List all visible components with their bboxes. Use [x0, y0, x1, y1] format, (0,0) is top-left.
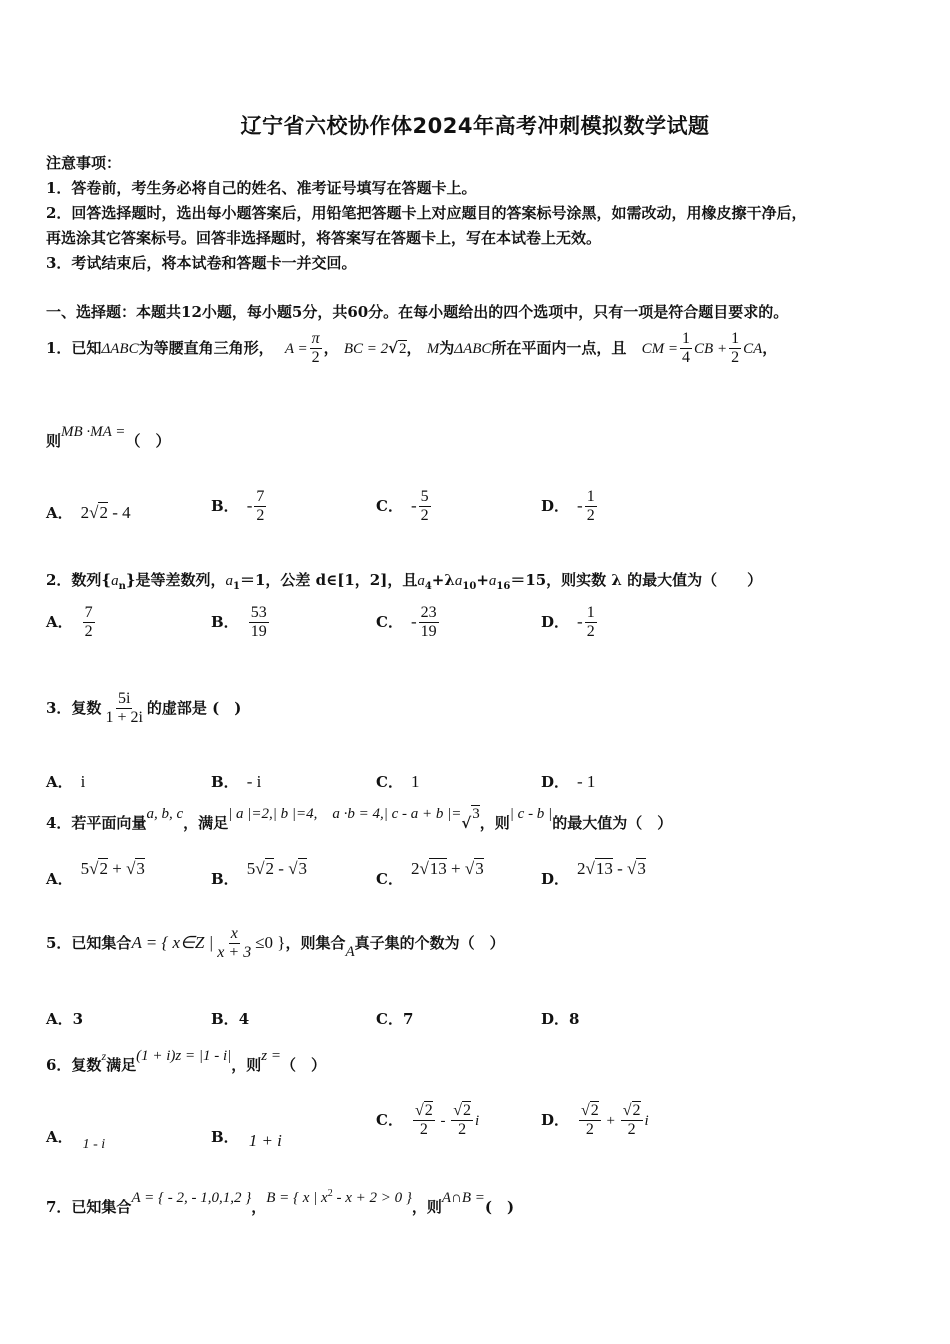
- option-fraction: [419, 488, 431, 526]
- q2-text: ＝15，则实数 λ 的最大值为（ ）: [510, 571, 763, 589]
- q7-set-a: A = { - 2, - 1,0,1,2 }: [131, 1190, 252, 1206]
- fraction-numerator: 1: [585, 488, 597, 507]
- fraction-numerator: 7: [254, 488, 266, 507]
- fraction-numerator: √2: [621, 1102, 643, 1121]
- option-value: 3: [72, 1010, 84, 1028]
- note-item: 再选涂其它答案标号。回答非选择题时，将答案写在答题卡上，写在本试卷上无效。: [46, 229, 602, 247]
- option-label: C．: [376, 1110, 403, 1129]
- q3-option-b[interactable]: [211, 771, 261, 792]
- q6-option-d[interactable]: [541, 1102, 649, 1140]
- q5-set: ≤0 }: [255, 932, 286, 952]
- option-value: 2√13 + √3: [410, 859, 484, 878]
- option-value: 2√13 - √3: [577, 859, 646, 878]
- question-1: 1．已知ΔABC为等腰直角三角形， A = $\frac{\pi}{2}$ ， BC = 2√2， M为ΔABC所在平面内一点，且 CM = $\frac{1}{4}$ CB + $\frac{1}{2}$ CA，: [46, 330, 778, 367]
- option-imag: i: [644, 1112, 649, 1129]
- note-item: 3．考试结束后，将本试卷和答题卡一并交回。: [46, 254, 357, 272]
- q1-option-a[interactable]: [46, 502, 131, 523]
- q3-text: 的虚部是 ( ): [146, 698, 242, 717]
- q1-text: 所在平面内一点，且: [491, 338, 627, 357]
- q1-angle-fraction: [310, 330, 322, 368]
- fraction-denominator: 2: [256, 507, 265, 525]
- fraction-denominator: 2: [586, 507, 595, 525]
- q5-option-a[interactable]: [46, 1008, 83, 1029]
- q6-expression: z =: [261, 1048, 282, 1064]
- option-value: 8: [569, 1010, 580, 1028]
- fraction-denominator: 19: [420, 623, 437, 641]
- option-op: -: [612, 859, 628, 878]
- q2-text: }是等差数列，: [125, 571, 226, 589]
- option-sign: -: [410, 495, 417, 515]
- option-fraction: [585, 604, 597, 642]
- fraction-denominator: 4: [682, 349, 691, 367]
- fraction-numerator: 53: [249, 604, 269, 623]
- q1-vector-eq: CM =: [641, 340, 679, 357]
- q3-text: 3．复数: [46, 698, 102, 717]
- q2-text: +: [476, 571, 489, 589]
- fraction-denominator: 2: [586, 623, 595, 641]
- q2-term: a: [225, 573, 234, 589]
- option-root: 3: [475, 859, 484, 878]
- option-sign: -: [246, 495, 253, 515]
- q2-option-b[interactable]: [211, 604, 271, 642]
- question-2: [46, 569, 762, 592]
- option-fraction: [83, 604, 95, 642]
- option-label: B．: [211, 1010, 239, 1028]
- q4-expression: | c - b |: [509, 806, 553, 822]
- option-root: 2: [590, 1102, 599, 1119]
- question-5: [46, 925, 505, 963]
- option-label: B．: [211, 1128, 239, 1146]
- option-label: C．: [376, 496, 403, 515]
- q1-coef-2: [729, 330, 741, 368]
- q2-text: ＝1，公差 d∈[1，2]，且: [240, 571, 418, 589]
- option-part: 2: [410, 859, 420, 878]
- q1-vector-cb: CB +: [694, 340, 728, 357]
- option-part: 2: [80, 503, 90, 522]
- q5-option-c[interactable]: [376, 1008, 413, 1029]
- option-label: C．: [376, 773, 403, 791]
- option-root: 3: [298, 859, 308, 878]
- option-imag: i: [475, 1112, 480, 1129]
- option-fraction: [585, 488, 597, 526]
- q7-text: 7．已知集合: [46, 1198, 132, 1216]
- q7-text: ，则: [411, 1198, 442, 1216]
- q1-text: ，: [762, 338, 778, 357]
- option-label: B．: [211, 496, 239, 515]
- q2-text: +λ: [431, 571, 455, 589]
- fraction-numerator: 1: [680, 330, 692, 349]
- option-root: 2: [463, 1102, 472, 1119]
- q1-text: 1．已知: [46, 338, 102, 357]
- q2-sub: 16: [496, 581, 511, 592]
- option-value: 1: [410, 772, 420, 791]
- option-op: -: [274, 859, 289, 878]
- option-root: 2: [265, 859, 275, 878]
- option-value: 5√2 - √3: [246, 859, 308, 878]
- q2-option-c[interactable]: [376, 604, 441, 642]
- q7-power: 2: [327, 1188, 333, 1199]
- fraction-denominator: 2: [420, 507, 429, 525]
- q1-bc: BC = 2: [343, 340, 389, 357]
- q1-vector-ca: CA: [743, 340, 763, 357]
- q4-text: 4．若平面向量: [46, 814, 147, 832]
- fraction-numerator: 1: [585, 604, 597, 623]
- fraction-denominator: 2: [311, 349, 320, 367]
- q3-option-a[interactable]: [46, 771, 85, 792]
- q1-option-b[interactable]: [211, 488, 268, 526]
- fraction-denominator: 2: [731, 349, 740, 367]
- option-value: - 1: [577, 772, 596, 791]
- fraction-numerator: π: [310, 330, 322, 349]
- fraction-numerator: √2: [451, 1102, 473, 1121]
- q6-var: z: [101, 1049, 107, 1063]
- note-item: 1．答卷前，考生务必将自己的姓名、准考证号填写在答题卡上。: [46, 179, 477, 197]
- fraction-numerator: √2: [579, 1102, 601, 1121]
- q5-text: 真子集的个数为（ ）: [354, 933, 505, 952]
- q4-text: 的最大值为（ ）: [552, 814, 673, 832]
- option-label: D．: [541, 773, 570, 791]
- option-op: +: [446, 859, 465, 878]
- option-sign: -: [577, 495, 583, 515]
- q2-sub: n: [118, 581, 126, 592]
- q7-text: ( ): [484, 1198, 515, 1216]
- question-6: [46, 1048, 327, 1075]
- q2-text: 2．数列{: [46, 571, 112, 589]
- fraction-numerator: 5: [419, 488, 431, 507]
- q3-option-d[interactable]: [541, 771, 595, 792]
- option-sign: -: [577, 611, 583, 631]
- notes-heading: 注意事项：: [46, 154, 122, 172]
- q6-option-b[interactable]: [211, 1126, 282, 1150]
- option-label: D．: [541, 1110, 570, 1129]
- question-1-ask: [46, 424, 171, 451]
- fraction-denominator: x + 3: [217, 944, 252, 962]
- option-fraction: [621, 1102, 643, 1140]
- q1-triangle: ΔABC: [454, 340, 492, 357]
- question-7: [46, 1188, 515, 1217]
- q4-option-a[interactable]: [46, 859, 145, 889]
- q5-set: A = { x∈Z |: [131, 932, 214, 952]
- fraction-numerator: 5i: [116, 690, 132, 709]
- q6-condition: (1 + i)z = |1 - i|: [136, 1048, 232, 1064]
- q5-text: ，则集合: [285, 933, 346, 952]
- option-value: 4: [238, 1010, 250, 1028]
- q2-sub: 1: [233, 581, 240, 592]
- q6-option-a[interactable]: [46, 1126, 106, 1152]
- q4-root: 3: [472, 806, 480, 822]
- q4-text: ，满足: [183, 814, 229, 832]
- option-label: B．: [211, 773, 239, 791]
- option-label: B．: [211, 870, 239, 888]
- option-fraction: [451, 1102, 473, 1140]
- q2-seq: a: [111, 573, 119, 589]
- fraction-numerator: √2: [413, 1102, 435, 1121]
- option-value: - i: [246, 772, 262, 791]
- option-part: 5: [80, 859, 90, 878]
- option-label: A．: [46, 1010, 73, 1028]
- option-label: A．: [46, 773, 73, 791]
- option-root: 3: [136, 859, 145, 878]
- option-label: A．: [46, 504, 73, 522]
- q1-text: 则: [46, 432, 62, 450]
- fraction-denominator: 2: [627, 1121, 636, 1139]
- fraction-denominator: 1 + 2i: [105, 709, 143, 727]
- q6-text: （ ）: [281, 1056, 327, 1074]
- option-root: 2: [99, 859, 108, 878]
- q2-option-a[interactable]: [46, 604, 97, 642]
- q4-option-c[interactable]: [376, 859, 484, 889]
- q1-text: 为: [439, 338, 455, 357]
- q2-term: a: [417, 573, 425, 589]
- option-fraction: [419, 604, 439, 642]
- option-value: 1 - i: [82, 1137, 106, 1152]
- q2-term: a: [488, 573, 497, 589]
- option-label: A．: [46, 1128, 73, 1146]
- option-root: 2: [632, 1102, 641, 1119]
- q1-text: 为等腰直角三角形，: [138, 338, 274, 357]
- q1-text: （ ）: [125, 432, 171, 450]
- fraction-numerator: 7: [83, 604, 95, 623]
- option-sign: -: [410, 611, 417, 631]
- option-value: 5√2 + √3: [80, 859, 145, 878]
- option-fraction: [249, 604, 269, 642]
- option-label: D．: [541, 496, 570, 515]
- q2-term: a: [454, 573, 463, 589]
- option-part: 5: [246, 859, 256, 878]
- option-value: 1 + i: [248, 1131, 282, 1150]
- q4-text: ，则: [479, 814, 510, 832]
- q7-text: ，: [251, 1198, 267, 1216]
- option-value: 2√2 - 4: [80, 503, 131, 522]
- option-op: +: [602, 1112, 619, 1129]
- option-value: i: [80, 772, 86, 791]
- q4-condition: | a |=2,| b |=4, a ·b = 4,| c - a + b |=: [228, 806, 462, 822]
- fraction-numerator: 1: [729, 330, 741, 349]
- option-label: B．: [211, 612, 239, 631]
- option-op: +: [107, 859, 127, 878]
- fraction-denominator: 2: [585, 1121, 594, 1139]
- fraction-numerator: x: [229, 925, 240, 944]
- q1-angle: A =: [284, 340, 308, 357]
- q1-point: M: [426, 340, 440, 357]
- fraction-denominator: 2: [84, 623, 93, 641]
- fraction-denominator: 2: [419, 1121, 428, 1139]
- q4-option-b[interactable]: [211, 859, 308, 889]
- q4-option-d[interactable]: [541, 859, 646, 889]
- option-label: A．: [46, 612, 73, 631]
- option-root: 3: [637, 859, 646, 878]
- option-op: -: [436, 1112, 450, 1129]
- q1-expression: MB ·MA =: [61, 424, 126, 440]
- q2-option-d[interactable]: [541, 604, 599, 642]
- q6-option-c[interactable]: [376, 1102, 479, 1140]
- option-root: 2: [99, 503, 108, 522]
- option-fraction: [413, 1102, 435, 1140]
- q7-set-b: B = { x | x: [266, 1190, 328, 1206]
- q4-vectors: a, b, c: [146, 806, 184, 822]
- option-label: C．: [376, 870, 403, 888]
- q6-text: 满足: [106, 1056, 137, 1074]
- page-title: 辽宁省六校协作体2024年高考冲刺模拟数学试题: [240, 114, 710, 138]
- option-label: D．: [541, 870, 570, 888]
- option-fraction: [579, 1102, 601, 1140]
- option-part: - 4: [107, 503, 131, 522]
- option-label: A．: [46, 870, 73, 888]
- q7-expression: A∩B =: [441, 1190, 485, 1206]
- q5-set-name: A: [345, 943, 355, 960]
- option-root: 13: [595, 859, 613, 878]
- fraction-denominator: 19: [250, 623, 267, 641]
- q2-sub: 10: [462, 581, 477, 592]
- option-root: 13: [429, 859, 447, 878]
- option-value: 7: [402, 1010, 414, 1028]
- option-label: C．: [376, 612, 403, 631]
- q5-option-d[interactable]: [541, 1008, 579, 1029]
- q5-fraction: [215, 925, 253, 963]
- q1-triangle: ΔABC: [101, 340, 139, 357]
- q2-sub: 4: [424, 581, 432, 592]
- q7-set-b: - x + 2 > 0 }: [332, 1190, 412, 1206]
- section-heading: 一、选择题：本题共12小题，每小题5分，共60分。在每小题给出的四个选项中，只有一项是符合题目要求的。: [46, 303, 789, 321]
- q1-bc-root: 2: [399, 340, 407, 357]
- q5-option-b[interactable]: [211, 1008, 249, 1029]
- question-4: 4．若平面向量a, b, c，满足| a |=2,| b |=4, a ·b = 4,| c - a + b |=√3，则| c - b |的最大值为（ ）: [46, 806, 673, 832]
- q1-option-c[interactable]: [376, 488, 433, 526]
- q6-text: ，则: [231, 1056, 262, 1074]
- q1-coef-1: [680, 330, 692, 368]
- fraction-denominator: 2: [458, 1121, 467, 1139]
- note-item: 2．回答选择题时，选出每小题答案后，用铅笔把答题卡上对应题目的答案标号涂黑，如需改动，用橡皮擦干净后，: [46, 204, 807, 222]
- option-part: 2: [577, 859, 586, 878]
- option-label: D．: [541, 1010, 570, 1028]
- option-root: 2: [424, 1102, 433, 1119]
- q3-fraction: [103, 690, 144, 728]
- option-label: C．: [376, 1010, 403, 1028]
- fraction-numerator: 23: [419, 604, 439, 623]
- q6-text: 6．复数: [46, 1056, 102, 1074]
- option-fraction: [254, 488, 266, 526]
- q1-option-d[interactable]: [541, 488, 599, 526]
- question-3: [46, 690, 241, 728]
- q5-text: 5．已知集合: [46, 933, 132, 952]
- q3-option-c[interactable]: [376, 771, 419, 792]
- option-label: D．: [541, 612, 570, 631]
